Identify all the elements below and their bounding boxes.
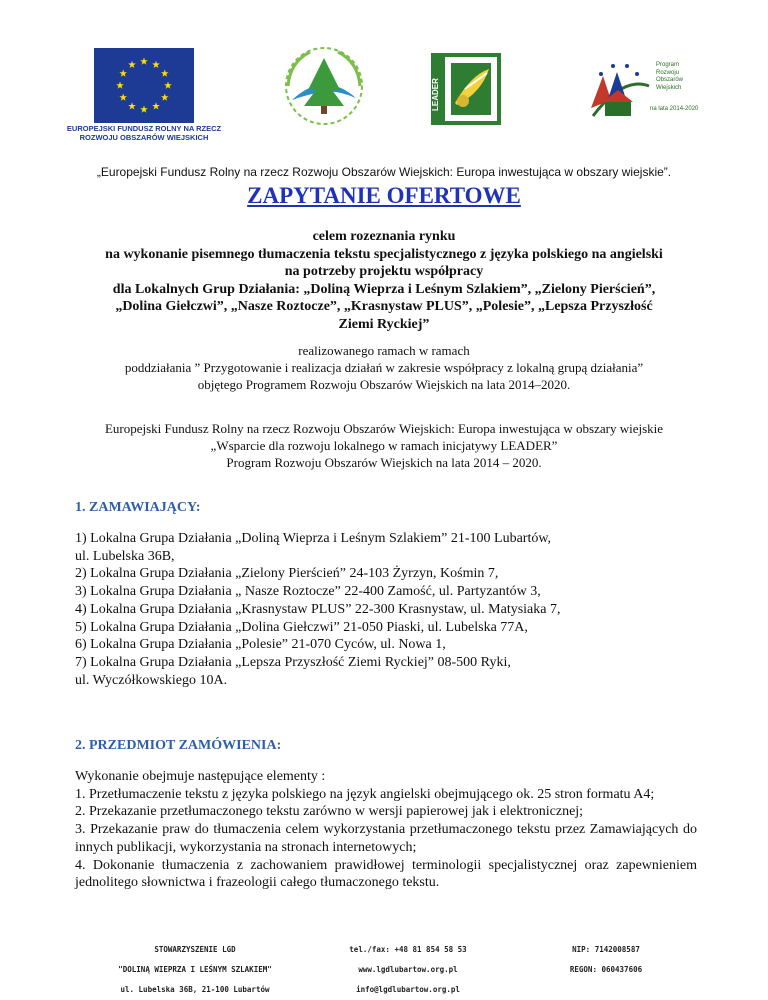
list-item: ul. Lubelska 36B, [75,548,175,564]
motto-line: „Europejski Fundusz Rolny na rzecz Rozwoju Obszarów Wiejskich: Europa inwestująca w obszary wiejskie”. [96,165,672,179]
lgd-tree-logo [278,40,370,132]
leader-logo [431,53,501,125]
list-item: 1) Lokalna Grupa Działania „Doliną Wieprza i Leśnym Szlakiem” 21-100 Lubartów, [75,531,552,546]
subject-line: na wykonanie pisemnego tłumaczenia tekstu specjalistycznego z języka polskiego na angielski [105,246,663,262]
footer-line: REGON: 060437606 [569,965,643,974]
prow-line: Obszarów [656,77,684,83]
footer-contact [318,940,498,1000]
realization-line: poddziałania ” Przygotowanie i realizacja działań w zakresie współpracy z lokalną grupą działania” [124,360,644,375]
list-item: 6) Lokalna Grupa Działania „Polesie” 21-070 Cyców, ul. Nowa 1, [75,637,446,653]
eu-star-icon [152,102,160,109]
eu-star-icon [164,82,172,89]
subject-line: na potrzeby projektu współpracy [284,264,484,280]
footer-address [95,940,295,1000]
eu-caption-line: ROZWOJU OBSZARÓW WIEJSKICH [79,133,209,142]
contractor-list [75,530,715,689]
eu-star-icon [161,70,169,77]
list-item: 1. Przetłumaczenie tekstu z języka polskiego na język angielski obejmującego ok. 25 stron formatu A4; [75,786,655,802]
eu-star-icon [119,70,127,77]
logo-bar [0,0,768,150]
list-item: 2. Przekazanie przetłumaczonego tekstu zarówno w wersji papierowej jak i elektronicznej; [75,804,584,820]
list-item: ul. Wyczółkowskiego 10A. [75,672,228,688]
realization-line: realizowanego ramach w ramach [298,343,470,358]
eu-star-icon [128,102,136,109]
section-heading-zamawiajacy: 1. ZAMAWIAJĄCY: [75,500,201,515]
list-item: 3. Przekazanie praw do tłumaczenia celem wykorzystania przetłumaczonego tekstu przez Zamawiających do innych publikacji, wykorzystania na stronach internetowych; [75,822,697,855]
page-title: ZAPYTANIE OFERTOWE [247,183,521,208]
prow-years: na lata 2014-2020 [650,106,699,112]
footer-line: "DOLINĄ WIEPRZA I LEŚNYM SZLAKIEM" [118,965,272,974]
footer-phone: tel./fax: +48 81 854 58 53 [349,945,467,954]
page-footer [0,940,768,994]
section-heading-przedmiot: 2. PRZEDMIOT ZAMÓWIENIA: [75,738,282,753]
eu-stars [94,48,194,123]
eu-star-icon [119,94,127,101]
prow-logo-text [656,62,683,92]
eu-star-icon [152,61,160,68]
footer-ids [536,940,676,980]
footer-line: STOWARZYSZENIE LGD [154,945,236,954]
list-item: 2) Lokalna Grupa Działania „Zielony Pierścień” 24-103 Żyrzyn, Kośmin 7, [75,566,499,582]
footer-line: ul. Lubelska 36B, 21-100 Lubartów [120,985,270,994]
eu-caption-line: EUROPEJSKI FUNDUSZ ROLNY NA RZECZ [66,124,222,133]
subject-block [60,228,708,334]
efrr-block [60,420,708,471]
footer-email-link[interactable]: info@lgdlubartow.org.pl [356,985,460,994]
efrr-line: Europejski Fundusz Rolny na rzecz Rozwoju Obszarów Wiejskich: Europa inwestująca w obszary wiejskie [104,421,664,436]
efrr-line: Program Rozwoju Obszarów Wiejskich na lata 2014 – 2020. [226,455,542,470]
prow-line: Rozwoju [656,69,680,76]
order-scope [75,768,697,892]
list-item: 5) Lokalna Grupa Działania „Dolina Giełczwi” 21-050 Piaski, ul. Lubelska 77A, [75,619,528,635]
footer-website-link[interactable]: www.lgdlubartow.org.pl [358,965,458,974]
realization-block [60,342,708,393]
eu-star-icon [140,58,148,65]
eu-fund-caption [56,124,232,142]
list-item: 3) Lokalna Grupa Działania „ Nasze Roztocze” 22-400 Zamość, ul. Partyzantów 3, [75,584,541,600]
eu-star-icon [128,61,136,68]
list-item: 7) Lokalna Grupa Działania „Lepsza Przyszłość Ziemi Ryckiej” 08-500 Ryki, [75,654,511,670]
leader-label: LEADER [431,78,440,111]
subject-line: Ziemi Ryckiej” [338,316,430,332]
footer-line: NIP: 7142008587 [572,945,640,954]
subject-line: „Dolina Giełczwi”, „Nasze Roztocze”, „Krasnystaw PLUS”, „Polesie”, „Lepsza Przyszłość [115,299,653,315]
eu-star-icon [116,82,124,89]
eu-star-icon [140,106,148,113]
subject-line: dla Lokalnych Grup Działania: „Doliną Wieprza i Leśnym Szlakiem”, „Zielony Pierścień”, [112,281,656,297]
eu-flag-logo [94,48,194,123]
efrr-line: „Wsparcie dla rozwoju lokalnego w ramach inicjatywy LEADER” [210,438,558,453]
prow-line: Program [656,62,680,68]
prow-line: Wiejskich [656,84,682,91]
list-item: 4. Dokonanie tłumaczenia z zachowaniem prawidłowej terminologii specjalistycznej oraz zapewnieniem jednolitego słownictwa i frazeologii całego tłumaczonego tekstu. [75,857,697,891]
list-item: 4) Lokalna Grupa Działania „Krasnystaw PLUS” 22-300 Krasnystaw, ul. Matysiaka 7, [75,601,561,617]
subject-line: celem rozeznania rynku [312,229,456,244]
eu-star-icon [161,94,169,101]
realization-line: objętego Programem Rozwoju Obszarów Wiejskich na lata 2014–2020. [197,377,571,392]
scope-intro: Wykonanie obejmuje następujące elementy : [75,769,326,784]
